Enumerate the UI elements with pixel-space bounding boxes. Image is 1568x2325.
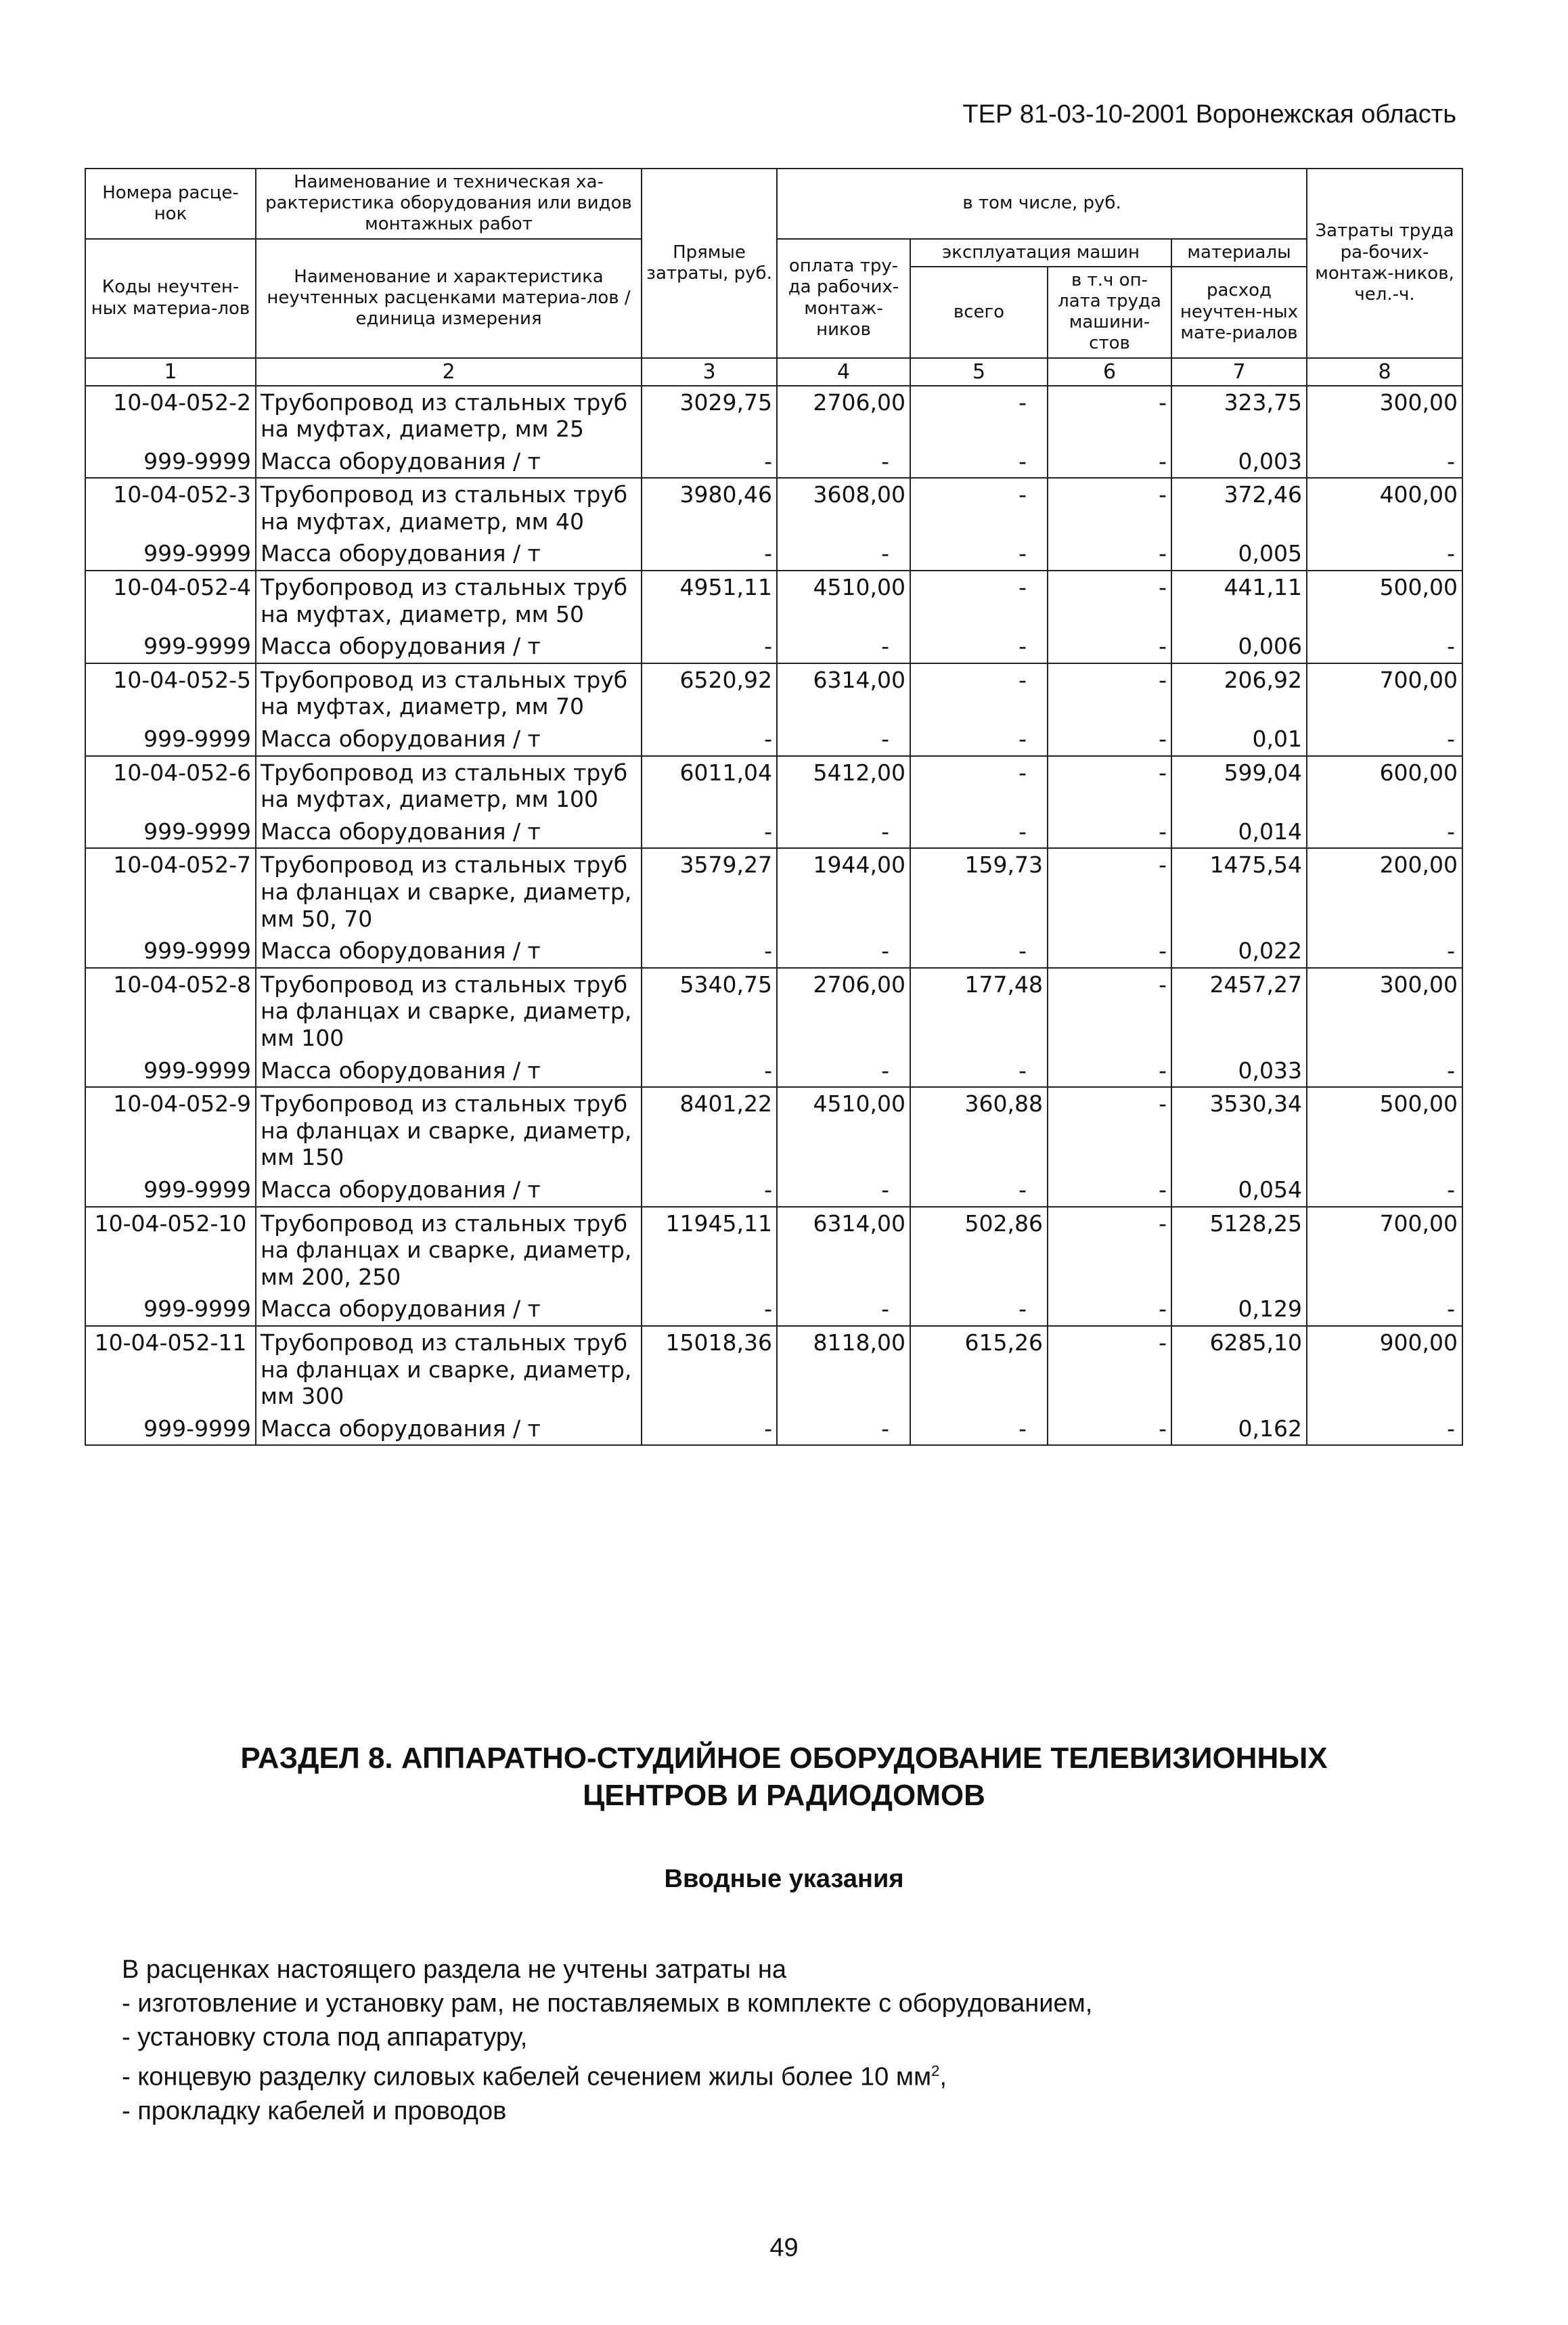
materials-value: 599,04 bbox=[1171, 756, 1307, 816]
rate-code: 10-04-052-11 bbox=[85, 1326, 256, 1413]
labor-wages-value: 4510,00 bbox=[777, 1087, 910, 1174]
materials-value: 0,003 bbox=[1171, 445, 1307, 479]
rate-item bbox=[85, 848, 1462, 967]
machine-wages-value: - bbox=[1048, 1326, 1171, 1413]
table-row bbox=[85, 1293, 1462, 1326]
machine-total-value: - bbox=[910, 1174, 1048, 1207]
direct-costs-value: 15018,36 bbox=[642, 1326, 777, 1413]
direct-costs-value: 11945,11 bbox=[642, 1207, 777, 1293]
labor-wages-value: 4510,00 bbox=[777, 571, 910, 630]
direct-costs-value: 4951,11 bbox=[642, 571, 777, 630]
labor-costs-value: - bbox=[1307, 1293, 1462, 1326]
labor-costs-value: 900,00 bbox=[1307, 1326, 1462, 1413]
labor-costs-value: - bbox=[1307, 935, 1462, 968]
table-row bbox=[85, 445, 1462, 479]
table-row bbox=[85, 1087, 1462, 1174]
rate-item bbox=[85, 1207, 1462, 1326]
machine-wages-value: - bbox=[1048, 756, 1171, 816]
list-item: - установку стола под аппаратуру, bbox=[122, 2023, 528, 2052]
column-number: 8 bbox=[1307, 358, 1462, 386]
direct-costs-value: - bbox=[642, 630, 777, 663]
table-row bbox=[85, 935, 1462, 968]
machine-total-value: - bbox=[910, 445, 1048, 479]
table-row bbox=[85, 386, 1462, 445]
machine-total-value: - bbox=[910, 537, 1048, 571]
superscript: 2 bbox=[931, 2062, 940, 2079]
material-name: Масса оборудования / т bbox=[256, 537, 642, 571]
table-row bbox=[85, 848, 1462, 935]
header-including: в том числе, руб. bbox=[777, 169, 1307, 239]
machine-wages-value: - bbox=[1048, 663, 1171, 723]
labor-wages-value: - bbox=[777, 723, 910, 756]
material-code: 999-9999 bbox=[85, 816, 256, 849]
machine-total-value: - bbox=[910, 386, 1048, 445]
material-name: Масса оборудования / т bbox=[256, 1293, 642, 1326]
materials-value: 0,054 bbox=[1171, 1174, 1307, 1207]
direct-costs-value: 6011,04 bbox=[642, 756, 777, 816]
labor-costs-value: 700,00 bbox=[1307, 663, 1462, 723]
labor-costs-value: 500,00 bbox=[1307, 1087, 1462, 1174]
rate-item bbox=[85, 571, 1462, 663]
direct-costs-value: - bbox=[642, 1174, 777, 1207]
direct-costs-value: 3579,27 bbox=[642, 848, 777, 935]
header-direct-costs: Прямые затраты, руб. bbox=[642, 169, 777, 358]
table-row bbox=[85, 968, 1462, 1055]
materials-value: 5128,25 bbox=[1171, 1207, 1307, 1293]
materials-value: 3530,34 bbox=[1171, 1087, 1307, 1174]
header-materials: материалы bbox=[1171, 239, 1307, 267]
header-name-tech: Наименование и техническая ха-рактеристика оборудования или видов монтажных работ bbox=[256, 169, 642, 239]
rate-name: Трубопровод из стальных труб на муфтах, диаметр, мм 25 bbox=[256, 386, 642, 445]
header-machine-ops: эксплуатация машин bbox=[910, 239, 1171, 267]
rate-name: Трубопровод из стальных труб на муфтах, диаметр, мм 70 bbox=[256, 663, 642, 723]
machine-total-value: - bbox=[910, 1055, 1048, 1088]
machine-wages-value: - bbox=[1048, 935, 1171, 968]
rate-item bbox=[85, 478, 1462, 571]
rate-code: 10-04-052-5 bbox=[85, 663, 256, 723]
materials-value: 0,033 bbox=[1171, 1055, 1307, 1088]
table-row bbox=[85, 816, 1462, 849]
labor-costs-value: 500,00 bbox=[1307, 571, 1462, 630]
labor-wages-value: 6314,00 bbox=[777, 663, 910, 723]
rate-name: Трубопровод из стальных труб на муфтах, диаметр, мм 40 bbox=[256, 478, 642, 537]
labor-costs-value: - bbox=[1307, 630, 1462, 663]
material-code: 999-9999 bbox=[85, 1293, 256, 1326]
material-name: Масса оборудования / т bbox=[256, 935, 642, 968]
header-machine-total: всего bbox=[910, 267, 1048, 358]
material-code: 999-9999 bbox=[85, 723, 256, 756]
labor-costs-value: - bbox=[1307, 1413, 1462, 1446]
machine-total-value: 615,26 bbox=[910, 1326, 1048, 1413]
table-row bbox=[85, 630, 1462, 663]
machine-total-value: 177,48 bbox=[910, 968, 1048, 1055]
list-item-tail: , bbox=[939, 2062, 947, 2091]
material-code: 999-9999 bbox=[85, 1055, 256, 1088]
machine-wages-value: - bbox=[1048, 816, 1171, 849]
materials-value: 1475,54 bbox=[1171, 848, 1307, 935]
header-materials-unaccounted: расход неучтен-ных мате-риалов bbox=[1171, 267, 1307, 358]
machine-wages-value: - bbox=[1048, 386, 1171, 445]
materials-value: 0,129 bbox=[1171, 1293, 1307, 1326]
machine-total-value: - bbox=[910, 816, 1048, 849]
rate-code: 10-04-052-8 bbox=[85, 968, 256, 1055]
labor-costs-value: 600,00 bbox=[1307, 756, 1462, 816]
column-number: 2 bbox=[256, 358, 642, 386]
labor-wages-value: - bbox=[777, 630, 910, 663]
labor-costs-value: - bbox=[1307, 445, 1462, 479]
machine-total-value: - bbox=[910, 478, 1048, 537]
labor-costs-value: 700,00 bbox=[1307, 1207, 1462, 1293]
material-code: 999-9999 bbox=[85, 630, 256, 663]
direct-costs-value: - bbox=[642, 1293, 777, 1326]
machine-total-value: - bbox=[910, 756, 1048, 816]
materials-value: 0,005 bbox=[1171, 537, 1307, 571]
labor-wages-value: 1944,00 bbox=[777, 848, 910, 935]
exclusions-list bbox=[122, 1987, 1092, 2128]
table-row bbox=[85, 537, 1462, 571]
table-row bbox=[85, 478, 1462, 537]
machine-wages-value: - bbox=[1048, 723, 1171, 756]
machine-total-value: - bbox=[910, 630, 1048, 663]
header-labor-costs: Затраты труда ра-бочих-монтаж-ников, чел.-ч. bbox=[1307, 169, 1462, 358]
rate-code: 10-04-052-6 bbox=[85, 756, 256, 816]
machine-wages-value: - bbox=[1048, 445, 1171, 479]
machine-wages-value: - bbox=[1048, 968, 1171, 1055]
section-title bbox=[0, 1740, 1568, 1814]
labor-wages-value: - bbox=[777, 445, 910, 479]
labor-costs-value: - bbox=[1307, 1055, 1462, 1088]
intro-text bbox=[122, 1953, 1092, 2128]
labor-wages-value: 5412,00 bbox=[777, 756, 910, 816]
materials-value: 2457,27 bbox=[1171, 968, 1307, 1055]
rate-name: Трубопровод из стальных труб на фланцах и сварке, диаметр, мм 200, 250 bbox=[256, 1207, 642, 1293]
materials-value: 0,01 bbox=[1171, 723, 1307, 756]
table-row bbox=[85, 1326, 1462, 1413]
labor-wages-value: 2706,00 bbox=[777, 386, 910, 445]
rate-name: Трубопровод из стальных труб на фланцах и сварке, диаметр, мм 50, 70 bbox=[256, 848, 642, 935]
machine-wages-value: - bbox=[1048, 537, 1171, 571]
list-item bbox=[122, 2054, 1092, 2094]
material-code: 999-9999 bbox=[85, 935, 256, 968]
machine-wages-value: - bbox=[1048, 1293, 1171, 1326]
materials-value: 323,75 bbox=[1171, 386, 1307, 445]
list-item: - прокладку кабелей и проводов bbox=[122, 2096, 507, 2125]
materials-value: 6285,10 bbox=[1171, 1326, 1307, 1413]
materials-value: 206,92 bbox=[1171, 663, 1307, 723]
table-row bbox=[85, 756, 1462, 816]
machine-wages-value: - bbox=[1048, 630, 1171, 663]
rates-table bbox=[85, 168, 1463, 1446]
machine-wages-value: - bbox=[1048, 1207, 1171, 1293]
header-machine-wages: в т.ч оп-лата труда машини-стов bbox=[1048, 267, 1171, 358]
materials-value: 0,162 bbox=[1171, 1413, 1307, 1446]
table-header bbox=[85, 169, 1462, 386]
machine-total-value: - bbox=[910, 1413, 1048, 1446]
labor-wages-value: 6314,00 bbox=[777, 1207, 910, 1293]
materials-value: 0,006 bbox=[1171, 630, 1307, 663]
machine-total-value: 502,86 bbox=[910, 1207, 1048, 1293]
table-row bbox=[85, 571, 1462, 630]
materials-value: 372,46 bbox=[1171, 478, 1307, 537]
material-name: Масса оборудования / т bbox=[256, 1413, 642, 1446]
material-name: Масса оборудования / т bbox=[256, 816, 642, 849]
material-name: Масса оборудования / т bbox=[256, 723, 642, 756]
materials-value: 0,022 bbox=[1171, 935, 1307, 968]
labor-wages-value: - bbox=[777, 1055, 910, 1088]
labor-costs-value: 300,00 bbox=[1307, 386, 1462, 445]
labor-wages-value: 3608,00 bbox=[777, 478, 910, 537]
machine-wages-value: - bbox=[1048, 571, 1171, 630]
labor-costs-value: - bbox=[1307, 723, 1462, 756]
rate-item bbox=[85, 386, 1462, 479]
machine-wages-value: - bbox=[1048, 478, 1171, 537]
rate-name: Трубопровод из стальных труб на муфтах, диаметр, мм 100 bbox=[256, 756, 642, 816]
list-item: - изготовление и установку рам, не поставляемых в комплекте с оборудованием, bbox=[122, 1989, 1093, 2018]
table-row bbox=[85, 663, 1462, 723]
labor-wages-value: - bbox=[777, 1174, 910, 1207]
machine-wages-value: - bbox=[1048, 1055, 1171, 1088]
rate-code: 10-04-052-3 bbox=[85, 478, 256, 537]
materials-value: 441,11 bbox=[1171, 571, 1307, 630]
document-header: ТЕР 81-03-10-2001 Воронежская область bbox=[962, 100, 1456, 129]
machine-total-value: - bbox=[910, 571, 1048, 630]
section-title-line: РАЗДЕЛ 8. АППАРАТНО-СТУДИЙНОЕ ОБОРУДОВАНИЕ ТЕЛЕВИЗИОННЫХ bbox=[240, 1742, 1328, 1775]
header-name-unit: Наименование и характеристика неучтенных расценками материа-лов / единица измерения bbox=[256, 239, 642, 358]
labor-wages-value: 8118,00 bbox=[777, 1326, 910, 1413]
labor-costs-value: 400,00 bbox=[1307, 478, 1462, 537]
material-code: 999-9999 bbox=[85, 537, 256, 571]
rate-code: 10-04-052-10 bbox=[85, 1207, 256, 1293]
rate-name: Трубопровод из стальных труб на фланцах и сварке, диаметр, мм 300 bbox=[256, 1326, 642, 1413]
machine-wages-value: - bbox=[1048, 848, 1171, 935]
machine-total-value: - bbox=[910, 723, 1048, 756]
direct-costs-value: 5340,75 bbox=[642, 968, 777, 1055]
material-name: Масса оборудования / т bbox=[256, 630, 642, 663]
labor-wages-value: 2706,00 bbox=[777, 968, 910, 1055]
rate-code: 10-04-052-7 bbox=[85, 848, 256, 935]
rate-item bbox=[85, 663, 1462, 756]
direct-costs-value: 6520,92 bbox=[642, 663, 777, 723]
rate-item bbox=[85, 968, 1462, 1087]
rate-name: Трубопровод из стальных труб на муфтах, диаметр, мм 50 bbox=[256, 571, 642, 630]
section-subtitle: Вводные указания bbox=[664, 1865, 904, 1893]
column-number: 1 bbox=[85, 358, 256, 386]
material-name: Масса оборудования / т bbox=[256, 445, 642, 479]
direct-costs-value: - bbox=[642, 935, 777, 968]
direct-costs-value: - bbox=[642, 816, 777, 849]
labor-costs-value: - bbox=[1307, 1174, 1462, 1207]
labor-wages-value: - bbox=[777, 1413, 910, 1446]
labor-costs-value: 300,00 bbox=[1307, 968, 1462, 1055]
machine-wages-value: - bbox=[1048, 1174, 1171, 1207]
labor-wages-value: - bbox=[777, 816, 910, 849]
column-number: 4 bbox=[777, 358, 910, 386]
labor-wages-value: - bbox=[777, 537, 910, 571]
rate-code: 10-04-052-2 bbox=[85, 386, 256, 445]
table-row bbox=[85, 1055, 1462, 1088]
material-code: 999-9999 bbox=[85, 1413, 256, 1446]
machine-total-value: - bbox=[910, 663, 1048, 723]
labor-costs-value: 200,00 bbox=[1307, 848, 1462, 935]
machine-wages-value: - bbox=[1048, 1413, 1171, 1446]
rate-item bbox=[85, 1326, 1462, 1445]
material-name: Масса оборудования / т bbox=[256, 1174, 642, 1207]
table-row bbox=[85, 1413, 1462, 1446]
material-code: 999-9999 bbox=[85, 445, 256, 479]
machine-wages-value: - bbox=[1048, 1087, 1171, 1174]
rate-item bbox=[85, 756, 1462, 849]
direct-costs-value: - bbox=[642, 445, 777, 479]
rate-name: Трубопровод из стальных труб на фланцах и сварке, диаметр, мм 100 bbox=[256, 968, 642, 1055]
labor-costs-value: - bbox=[1307, 537, 1462, 571]
material-name: Масса оборудования / т bbox=[256, 1055, 642, 1088]
header-labor-wages: оплата тру-да рабочих-монтаж-ников bbox=[777, 239, 910, 358]
direct-costs-value: - bbox=[642, 1413, 777, 1446]
direct-costs-value: 3029,75 bbox=[642, 386, 777, 445]
column-number: 7 bbox=[1171, 358, 1307, 386]
intro-paragraph: В расценках настоящего раздела не учтены затраты на bbox=[122, 1955, 787, 1984]
section-title-line: ЦЕНТРОВ И РАДИОДОМОВ bbox=[583, 1779, 985, 1812]
column-number: 3 bbox=[642, 358, 777, 386]
table-row bbox=[85, 723, 1462, 756]
column-number: 6 bbox=[1048, 358, 1171, 386]
rate-code: 10-04-052-4 bbox=[85, 571, 256, 630]
materials-value: 0,014 bbox=[1171, 816, 1307, 849]
direct-costs-value: - bbox=[642, 723, 777, 756]
labor-wages-value: - bbox=[777, 935, 910, 968]
rate-name: Трубопровод из стальных труб на фланцах и сварке, диаметр, мм 150 bbox=[256, 1087, 642, 1174]
labor-costs-value: - bbox=[1307, 816, 1462, 849]
labor-wages-value: - bbox=[777, 1293, 910, 1326]
table-row bbox=[85, 1207, 1462, 1293]
direct-costs-value: - bbox=[642, 537, 777, 571]
table-row bbox=[85, 1174, 1462, 1207]
rate-code: 10-04-052-9 bbox=[85, 1087, 256, 1174]
rate-item bbox=[85, 1087, 1462, 1206]
header-codes-unaccounted: Коды неучтен-ных материа-лов bbox=[85, 239, 256, 358]
machine-total-value: - bbox=[910, 935, 1048, 968]
direct-costs-value: 8401,22 bbox=[642, 1087, 777, 1174]
header-rate-numbers: Номера расце-нок bbox=[85, 169, 256, 239]
page-number: 49 bbox=[769, 2234, 799, 2262]
machine-total-value: 159,73 bbox=[910, 848, 1048, 935]
column-numbers-row bbox=[85, 358, 1462, 386]
material-code: 999-9999 bbox=[85, 1174, 256, 1207]
machine-total-value: - bbox=[910, 1293, 1048, 1326]
machine-total-value: 360,88 bbox=[910, 1087, 1048, 1174]
direct-costs-value: - bbox=[642, 1055, 777, 1088]
list-item-text: - концевую разделку силовых кабелей сечением жилы более 10 мм bbox=[122, 2062, 932, 2091]
direct-costs-value: 3980,46 bbox=[642, 478, 777, 537]
column-number: 5 bbox=[910, 358, 1048, 386]
